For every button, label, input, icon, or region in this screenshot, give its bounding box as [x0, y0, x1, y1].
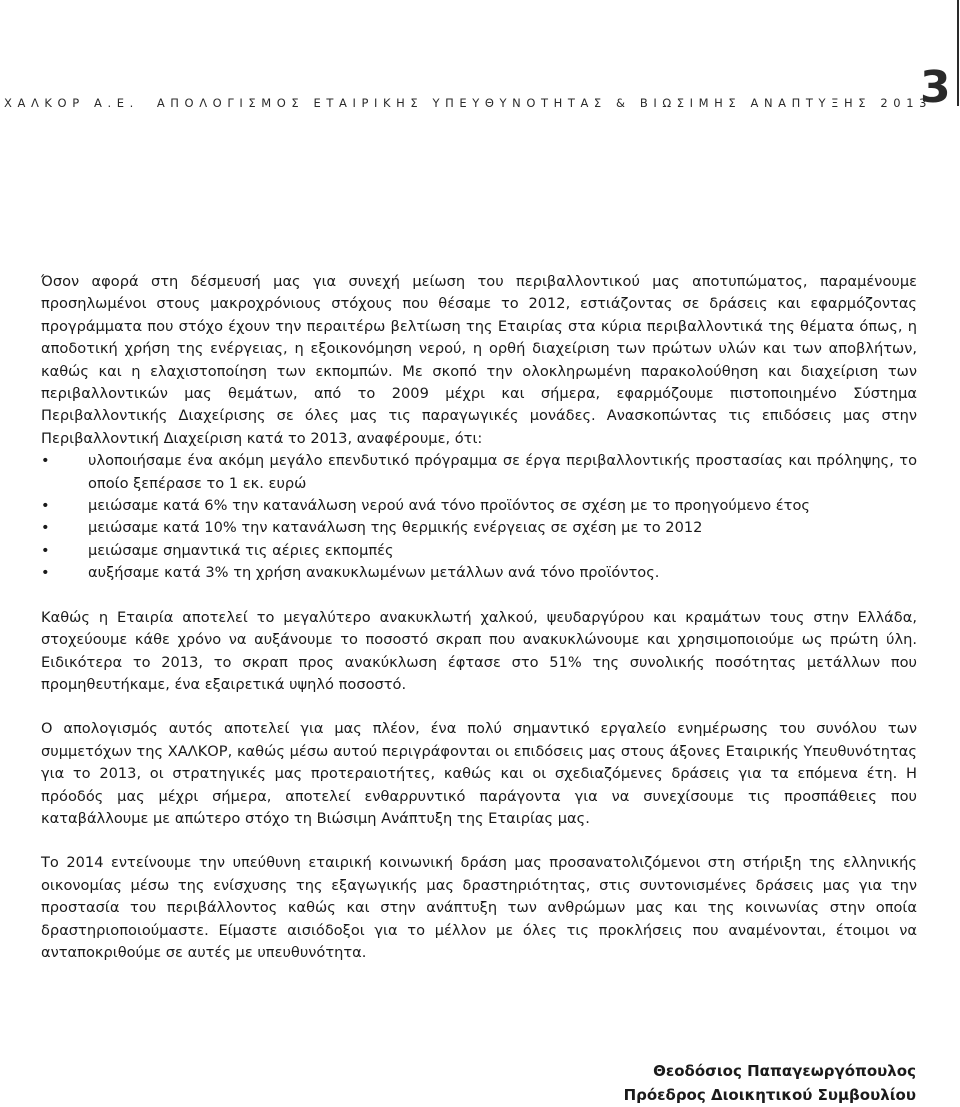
signatory-title: Πρόεδρος Διοικητικού Συμβουλίου — [623, 1086, 916, 1104]
page-edge-rule — [957, 0, 959, 106]
bullet-glyph: • — [41, 541, 50, 559]
signature-block — [624, 1059, 916, 1107]
running-header — [4, 96, 932, 110]
paragraph-2014-outlook: Το 2014 εντείνουμε την υπεύθυνη εταιρική κοινωνική δράση μας προσανατολιζόμενοι στη στήριξη της ελληνικής οικονομίας μέσω της ενίσχυσης της εξαγωγικής μας δραστηριότητας, στις συντονισμένες δράσεις μας για την προστασία του περιβάλλοντος καθώς και στην ανάπτυξη των ανθρώμων μας και της κοινωνίας στην οποία δραστηριοποιούμαστε. Είμαστε αισιόδοξοι για το μέλλον με όλες τις προκλήσεις που αναμένονται, έτοιμοι να ανταποκριθούμε σε αυτές με υπευθυνότητα. — [41, 854, 917, 961]
paragraph-environmental-commitment: Όσον αφορά στη δέσμευσή μας για συνεχή μείωση του περιβαλλοντικού μας αποτυπώματος, παραμένουμε προσηλωμένοι στους μακροχρόνιους στόχους που θέσαμε το 2012, εστιάζοντας σε δράσεις και εφαρμόζοντας προγράμματα που στόχο έχουν την περαιτέρω βελτίωση της Εταιρίας στα κύρια περιβαλλοντικά της θέματα όπως, η αποδοτική χρήση της ενέργειας, η εξοικονόμηση νερού, η ορθή διαχείριση των πρώτων υλών και των αποβλήτων, καθώς και η ελαχιστοποίηση των εκπομπών. Με σκοπό την ολοκληρωμένη παρακολούθηση και διαχείριση των περιβαλλοντικών μας θεμάτων, από το 2009 μέχρι και σήμερα, εφαρμόζουμε πιστοποιημένο Σύστημα Περιβαλλοντικής Διαχείρισης σε όλες μας τις παραγωγικές μονάδες. Ανασκοπώντας τις επιδόσεις μας στην Περιβαλλοντική Διαχείριση κατά το 2013, αναφέρουμε, ότι: — [41, 273, 917, 447]
list-item-text: αυξήσαμε κατά 3% τη χρήση ανακυκλωμένων μετάλλων ανά τόνο προϊόντος. — [88, 564, 660, 582]
list-item-text: μειώσαμε κατά 6% την κατανάλωση νερού ανά τόνο προϊόντος σε σχέση με το προηγούμενο έτος — [88, 497, 810, 515]
achievements-list — [41, 450, 917, 584]
header-company: ΧΑΛΚΟΡ Α.Ε. — [4, 96, 139, 110]
signatory-name: Θεοδόσιος Παπαγεωργόπουλος — [653, 1062, 916, 1080]
bullet-glyph: • — [41, 519, 50, 537]
letter-body — [41, 271, 917, 964]
bullet-glyph: • — [41, 497, 50, 515]
bullet-glyph: • — [41, 564, 50, 582]
list-item-text: υλοποιήσαμε ένα ακόμη μεγάλο επενδυτικό πρόγραμμα σε έργα περιβαλλοντικής προστασίας και πρόληψης, το οποίο ξεπέρασε το 1 εκ. ευρώ — [88, 452, 917, 492]
header-report-title: ΑΠΟΛΟΓΙΣΜΟΣ ΕΤΑΙΡΙΚΗΣ ΥΠΕΥΘΥΝΟΤΗΤΑΣ & ΒΙΩΣΙΜΗΣ ΑΝΑΠΤΥΞΗΣ 2013 — [156, 96, 933, 110]
paragraph-recycling: Καθώς η Εταιρία αποτελεί το μεγαλύτερο ανακυκλωτή χαλκού, ψευδαργύρου και κραμάτων τους στην Ελλάδα, στοχεύουμε κάθε χρόνο να αυξάνουμε το ποσοστό σκραπ που ανακυκλώνουμε και χρησιμοποιούμε ως πρώτη ύλη. Ειδικότερα το 2013, το σκραπ προς ανακύκλωση έφτασε στο 51% της συνολικής ποσότητας μετάλλων που προμηθευτήκαμε, ένα εξαιρετικά υψηλό ποσοστό. — [41, 608, 917, 693]
list-item — [41, 540, 917, 562]
list-item — [41, 450, 917, 495]
list-item-text: μειώσαμε σημαντικά τις αέριες εκπομπές — [88, 541, 394, 559]
page-number: 3 — [920, 62, 951, 113]
bullet-glyph: • — [41, 452, 50, 470]
paragraph-report-purpose: Ο απολογισμός αυτός αποτελεί για μας πλέον, ένα πολύ σημαντικό εργαλείο ενημέρωσης του συνόλου των συμμετόχων της ΧΑΛΚΟΡ, καθώς μέσω αυτού περιγράφονται οι επιδόσεις μας στους άξονες Εταιρικής Υπευθυνότητας για το 2013, οι στρατηγικές μας προτεραιοτήτες, καθώς και οι σχεδιαζόμενες δράσεις για τα επόμενα έτη. Η πρόοδός μας μέχρι σήμερα, αποτελεί ενθαρρυντικό παράγοντα για να συνεχίσουμε τις προσπάθειες που καταβάλλουμε με απώτερο στόχο τη Βιώσιμη Ανάπτυξη της Εταιρίας μας. — [41, 720, 917, 827]
list-item — [41, 517, 917, 539]
list-item — [41, 495, 917, 517]
list-item — [41, 562, 917, 584]
list-item-text: μειώσαμε κατά 10% την κατανάλωση της θερμικής ενέργειας σε σχέση με το 2012 — [88, 519, 703, 537]
